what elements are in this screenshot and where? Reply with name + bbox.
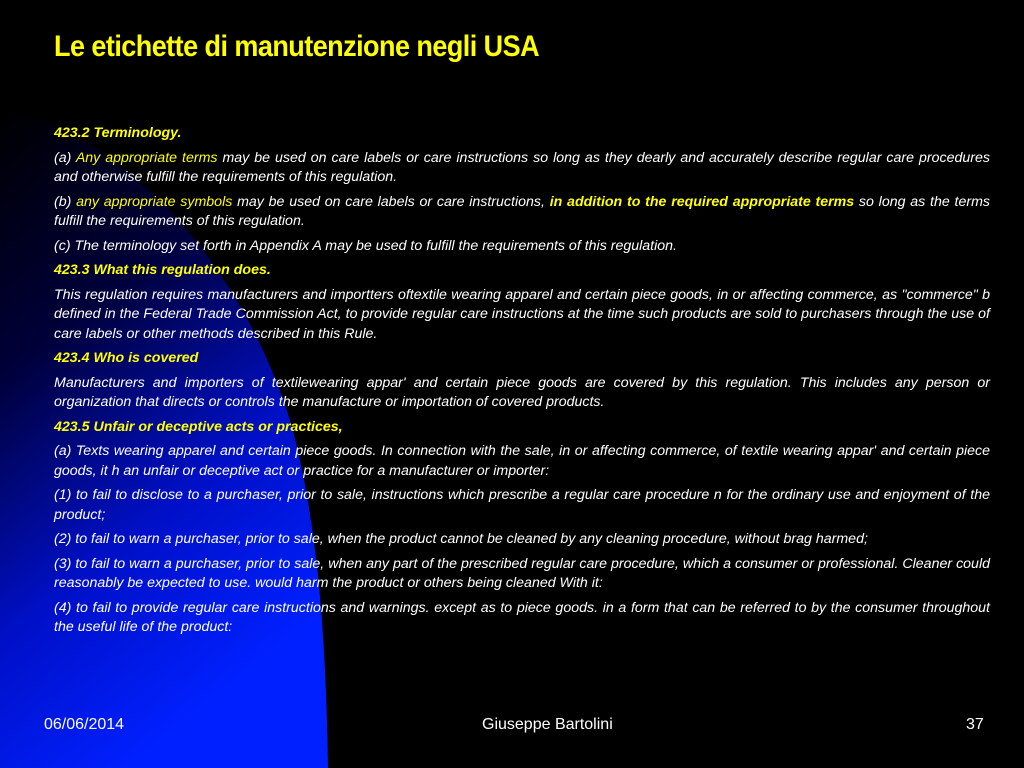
paragraph [54, 555, 990, 594]
text-segment: This regulation requires manufacturers and importters oftextile wearing apparel and certain piece goods, in or affecting commerce, as "commerce" b defined in the Federal Trade Commission Act, to provide regular care instructions at the time such products are sold to purchasers through the use of care labels or other methods described in this Rule. [54, 286, 990, 342]
paragraph [54, 374, 990, 413]
text-segment: (2) to fail to warn a purchaser, prior to sale, when the product cannot be cleaned by any cleaning procedure, without brag harmed; [54, 531, 868, 547]
text-segment: may be used on care labels or care instructions, [232, 193, 550, 210]
text-segment: any appropriate symbols [76, 193, 233, 210]
text-segment: Any appropriate terms [75, 149, 218, 166]
text-segment: Manufacturers and importers of textilewearing appar' and certain piece goods are covered by this regulation. This includes any person or organization that directs or controls the manufacture or importation of covered products. [54, 374, 990, 410]
text-segment: (c) The terminology set forth in Appendix A may be used to fulfill the requirements of this regulation. [54, 237, 677, 254]
page-title: Le etichette di manutenzione negli USA [54, 30, 540, 63]
text-segment: (3) to fail to warn a purchaser, prior to sale, when any part of the prescribed regular care procedure, which a consumer or professional. Cleaner could reasonably be expected to use. would harm the product or others being cleaned With it: [54, 555, 990, 591]
text-segment: (a) Texts wearing apparel and certain piece goods. In connection with the sale, in or affecting commerce, of textile wearing appar' and certain piece goods, it h an unfair or deceptive act or practice for a manufacturer or importer: [54, 443, 990, 479]
paragraph [54, 486, 990, 525]
slide-content [54, 124, 990, 643]
footer-author: Giuseppe Bartolini [482, 716, 613, 733]
text-segment: 423.2 Terminology. [54, 125, 182, 141]
paragraph [54, 349, 990, 369]
paragraph [54, 193, 990, 232]
text-segment: in addition to the required appropriate terms [549, 193, 855, 210]
paragraph [54, 149, 990, 188]
text-segment: may be used on care labels or care instructions so long as they dearly and accurately describe regular care procedures and otherwise fulfill the requirements of this regulation. [54, 149, 990, 185]
page-number: 37 [966, 716, 984, 733]
paragraph [54, 418, 990, 438]
paragraph [54, 442, 990, 481]
paragraph [54, 124, 990, 144]
paragraph [54, 286, 990, 345]
paragraph [54, 237, 990, 257]
paragraph [54, 261, 990, 281]
text-segment: 423.5 Unfair or deceptive acts or practices, [54, 418, 343, 435]
paragraph [54, 530, 990, 550]
footer-date: 06/06/2014 [44, 716, 125, 733]
text-segment: (b) [54, 193, 77, 210]
text-segment: (4) to fail to provide regular care instructions and warnings. except as to piece goods. in a form that can be referred to by the consumer throughout the useful life of the product: [54, 599, 990, 635]
text-segment: (1) to fail to disclose to a purchaser, prior to sale, instructions which prescribe a regular care procedure n for the ordinary use and enjoyment of the product; [54, 487, 990, 523]
paragraph [54, 599, 990, 638]
text-segment: 423.3 What this regulation does. [54, 262, 271, 278]
text-segment: so long as the terms fulfill the requirements of this regulation. [54, 193, 990, 229]
text-segment: 423.4 Who is covered [54, 350, 199, 366]
text-segment: (a) [54, 149, 76, 166]
